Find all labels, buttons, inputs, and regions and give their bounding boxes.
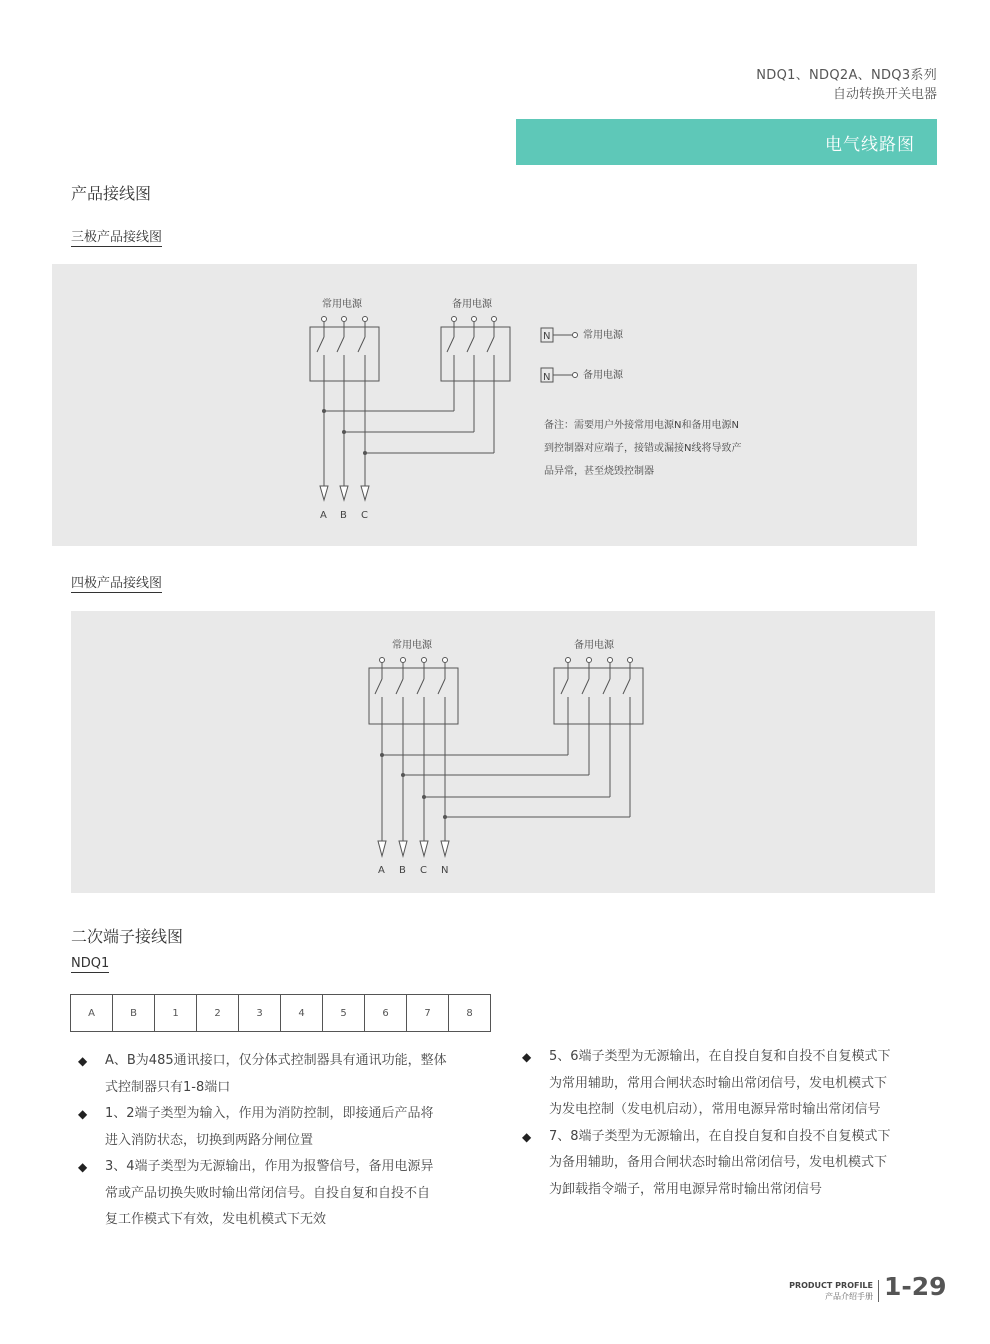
n-normal-symbol: N <box>543 331 551 342</box>
terminal-cell: 6 <box>365 995 407 1032</box>
note-line-2: 到控制器对应端子，接错或漏接N线将导致产 <box>544 443 742 454</box>
page-number: 1-29 <box>884 1272 947 1301</box>
output-arrow-b-4p <box>399 841 407 856</box>
wiring-title: 产品接线图 <box>71 184 152 203</box>
note-line-1: 备注：需要用户外接常用电源N和备用电源N <box>544 420 739 431</box>
output-arrow-a-4p <box>378 841 386 856</box>
footer-profile-cn: 产品介绍手册 <box>825 1292 873 1301</box>
header-series: NDQ1、NDQ2A、NDQ3系列 <box>756 68 937 83</box>
bullet-item: ◆ 3、4端子类型为无源输出，作用为报警信号，备用电源异 常或产品切换失败时输出常闭信号。自投自复和自投不自 复工作模式下有效，发电机模式下无效 <box>71 1154 501 1234</box>
backup-source-label: 备用电源 <box>452 299 492 310</box>
bullet-item: ◆ 5、6端子类型为无源输出，在自投自复和自投不自复模式下 为常用辅助，常用合闸状态时输出常闭信号，发电机模式下 为发电控制（发电机启动），常用电源异常时输出常闭信号 <box>515 1044 955 1124</box>
bullet-item: ◆ A、B为485通讯接口，仅分体式控制器具有通讯功能，整体 式控制器只有1-8端口 <box>71 1048 501 1101</box>
three-pole-svg <box>52 264 917 546</box>
normal-terminals-4p <box>375 663 445 843</box>
terminal-row <box>71 995 491 1032</box>
normal-source-label-4p: 常用电源 <box>392 640 432 651</box>
normal-terminals <box>317 322 365 488</box>
n-backup-symbol: N <box>543 372 551 383</box>
terminal-cell: 5 <box>323 995 365 1032</box>
output-arrow-n-4p <box>441 841 449 856</box>
output-label-a: A <box>320 510 327 521</box>
footer-divider <box>878 1280 879 1302</box>
terminal-cell: 8 <box>449 995 491 1032</box>
diamond-icon: ◆ <box>522 1129 532 1144</box>
diamond-icon: ◆ <box>78 1054 88 1068</box>
note-line-3: 品异常，甚至烧毁控制器 <box>544 466 654 477</box>
bullet-item: ◆ 7、8端子类型为无源输出，在自投自复和自投不自复模式下 为备用辅助，备用合闸状态时输出常闭信号，发电机模式下 为卸载指令端子，常用电源异常时输出常闭信号 <box>515 1124 955 1204</box>
terminal-table <box>70 994 491 1032</box>
backup-terminals <box>447 322 494 453</box>
three-pole-diagram <box>52 264 917 546</box>
output-label-c-4p: C <box>420 865 427 876</box>
output-label-b: B <box>340 510 347 521</box>
backup-switch-box <box>441 327 510 381</box>
four-pole-title: 四极产品接线图 <box>71 572 162 593</box>
four-pole-svg <box>71 611 935 893</box>
three-pole-title: 三极产品接线图 <box>71 226 162 247</box>
backup-source-label-4p: 备用电源 <box>574 640 614 651</box>
normal-source-label: 常用电源 <box>322 299 362 310</box>
section-title: 电气线路图 <box>825 135 915 155</box>
bullet-item: ◆ 1、2端子类型为输入，作用为消防控制，即接通后产品将 进入消防状态，切换到两路分闸位置 <box>71 1101 501 1154</box>
four-pole-diagram <box>71 611 935 893</box>
diamond-icon: ◆ <box>78 1107 88 1121</box>
header-subtitle: 自动转换开关电器 <box>832 87 937 102</box>
output-label-n-4p: N <box>441 865 449 876</box>
terminal-cell: 2 <box>197 995 239 1032</box>
output-arrow-c <box>361 486 369 500</box>
output-label-a-4p: A <box>378 865 385 876</box>
backup-terminals-4p <box>561 663 630 817</box>
bullets-left <box>71 1048 501 1234</box>
footer-profile-en: PRODUCT PROFILE <box>789 1281 873 1290</box>
secondary-model: NDQ1 <box>71 956 110 971</box>
footer-profile <box>789 1280 873 1302</box>
output-label-b-4p: B <box>399 865 406 876</box>
output-arrow-c-4p <box>420 841 428 856</box>
section-banner <box>516 119 937 165</box>
secondary-title: 二次端子接线图 <box>71 927 184 946</box>
bullets-right <box>515 1044 955 1203</box>
terminal-cell: A <box>71 995 113 1032</box>
diamond-icon: ◆ <box>78 1160 88 1174</box>
terminal-cell: B <box>113 995 155 1032</box>
terminal-cell: 3 <box>239 995 281 1032</box>
n-normal-label: 常用电源 <box>583 330 623 341</box>
diamond-icon: ◆ <box>522 1050 532 1064</box>
n-backup-label: 备用电源 <box>583 370 623 381</box>
output-label-c: C <box>361 510 368 521</box>
terminal-cell: 7 <box>407 995 449 1032</box>
output-arrow-a <box>320 486 328 500</box>
output-arrow-b <box>340 486 348 500</box>
terminal-cell: 4 <box>281 995 323 1032</box>
terminal-cell: 1 <box>155 995 197 1032</box>
